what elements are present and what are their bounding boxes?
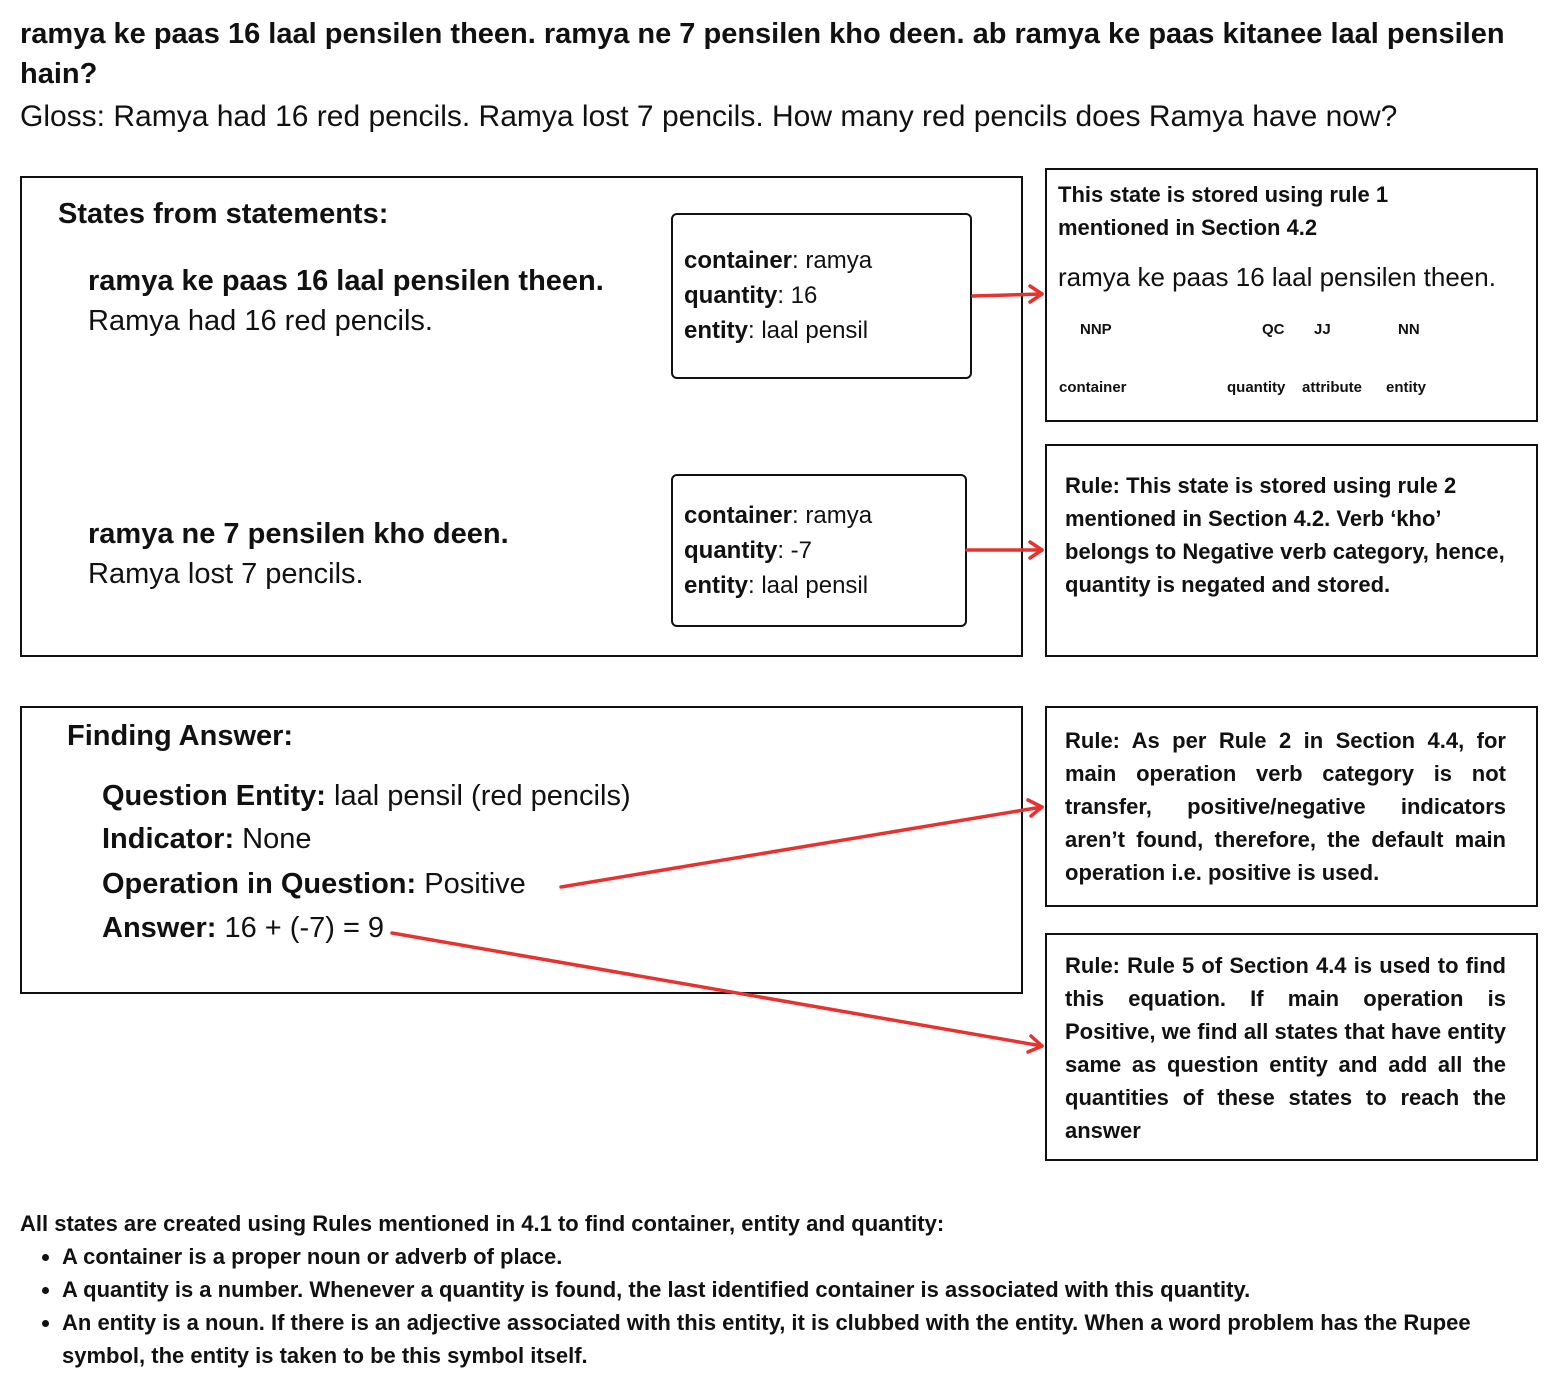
rule-2-text: Rule: This state is stored using rule 2 mentioned in Section 4.2. Verb ‘kho’ belongs to Negative verb category, hence, quantity is negated and stored. bbox=[1065, 473, 1505, 597]
state-2-container: container: ramya bbox=[684, 502, 873, 529]
footer-bullet-entity: • An entity is a noun. If there is an adjective associated with this entity, it is clubbed with the entity. When a word problem has the Rupee symbol, the entity is taken to be this symbol itself. bbox=[62, 1306, 1550, 1372]
pos-tag-qc: QC bbox=[1262, 321, 1285, 338]
indicator-line: Indicator: None bbox=[102, 823, 312, 855]
rule-1-sentence: ramya ke paas 16 laal pensilen theen. bbox=[1058, 262, 1496, 292]
statement-2-english: Ramya lost 7 pencils. bbox=[88, 558, 364, 590]
footer-intro: All states are created using Rules mentioned in 4.1 to find container, entity and quantity: bbox=[20, 1211, 945, 1236]
answer-title: Finding Answer: bbox=[67, 720, 294, 752]
role-container: container bbox=[1059, 379, 1127, 396]
rule-3-text: Rule: As per Rule 2 in Section 4.4, for main operation verb category is not transfer, positive/negative indicators aren’t found, therefore, the default main operation i.e. positive is used. bbox=[1065, 728, 1506, 885]
role-attribute: attribute bbox=[1302, 379, 1362, 396]
state-1-quantity: quantity: 16 bbox=[684, 282, 818, 309]
arrow-answer-to-rule4 bbox=[392, 933, 1042, 1046]
pos-tag-nn: NN bbox=[1398, 321, 1420, 338]
role-quantity: quantity bbox=[1227, 379, 1286, 396]
question-gloss: Gloss: Ramya had 16 red pencils. Ramya lost 7 pencils. How many red pencils does Ramya have now? bbox=[20, 100, 1398, 133]
operation-line: Operation in Question: Positive bbox=[102, 868, 526, 900]
pos-tag-nnp: NNP bbox=[1080, 321, 1112, 338]
statement-1-english: Ramya had 16 red pencils. bbox=[88, 305, 433, 337]
states-title: States from statements: bbox=[58, 198, 389, 230]
footer-bullet-list bbox=[20, 1240, 1550, 1372]
footer-bullet-quantity: • A quantity is a number. Whenever a quantity is found, the last identified container is associated with this quantity. bbox=[62, 1273, 1550, 1306]
footer-notes bbox=[20, 1207, 1550, 1372]
answer-line: Answer: 16 + (-7) = 9 bbox=[102, 912, 385, 944]
pos-tag-jj: JJ bbox=[1314, 321, 1331, 338]
footer-bullet-container: • A container is a proper noun or adverb of place. bbox=[62, 1240, 1550, 1273]
state-1-entity: entity: laal pensil bbox=[684, 317, 869, 344]
arrow-state1-to-rule1 bbox=[973, 294, 1042, 296]
role-entity: entity bbox=[1386, 379, 1427, 396]
rule-1-heading: This state is stored using rule 1 mentioned in Section 4.2 bbox=[1058, 182, 1389, 240]
state-2-entity: entity: laal pensil bbox=[684, 572, 869, 599]
rule-4-text: Rule: Rule 5 of Section 4.4 is used to find this equation. If main operation is Positive, we find all states that have entity same as question entity and add all the quantities of these states to reach the answer bbox=[1065, 953, 1506, 1143]
state-1-container: container: ramya bbox=[684, 247, 873, 274]
statement-1-hindi: ramya ke paas 16 laal pensilen theen. bbox=[88, 265, 604, 297]
arrow-operation-to-rule3 bbox=[561, 807, 1042, 887]
state-2-quantity: quantity: -7 bbox=[684, 537, 813, 564]
statement-2-hindi: ramya ne 7 pensilen kho deen. bbox=[88, 518, 509, 550]
question-hindi: ramya ke paas 16 laal pensilen theen. ramya ne 7 pensilen kho deen. ab ramya ke paas kitanee laal pensilen hain? bbox=[20, 18, 1505, 90]
question-entity-line: Question Entity: laal pensil (red pencils) bbox=[102, 780, 631, 812]
